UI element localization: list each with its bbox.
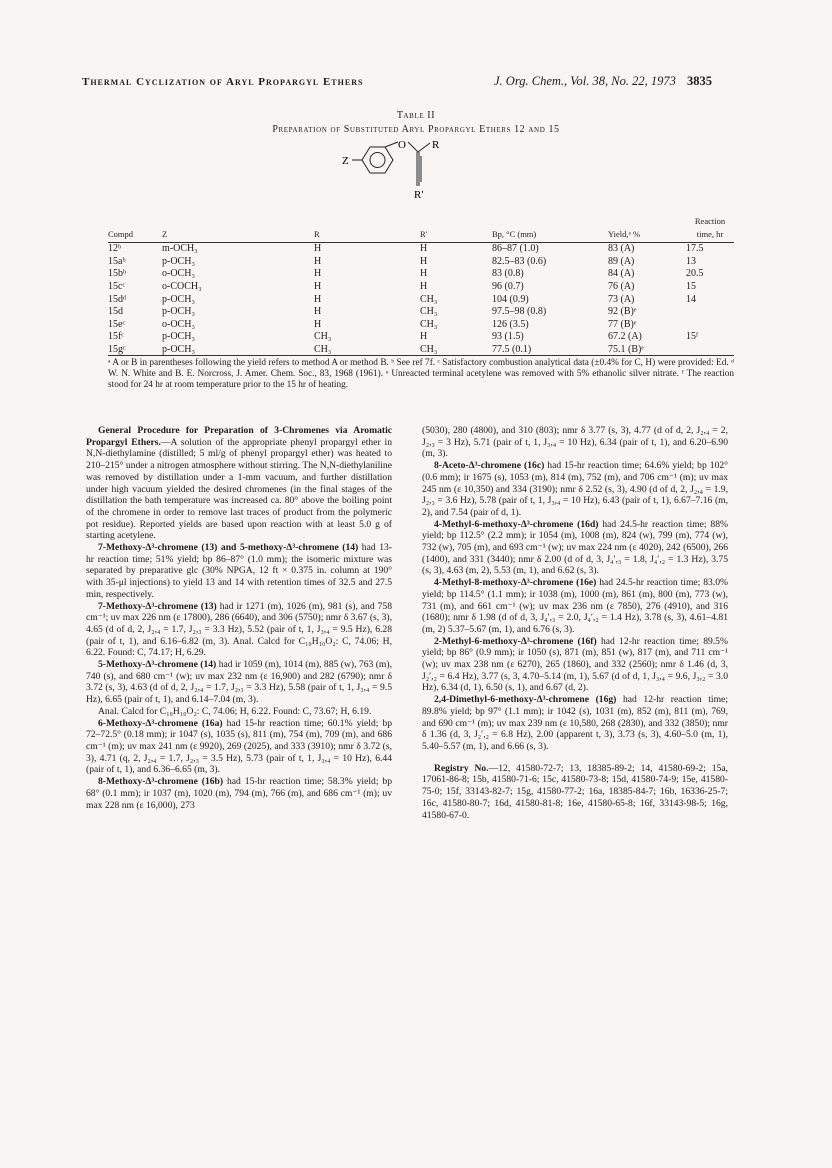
journal-citation: [494, 74, 712, 89]
cell-bp: 77.5 (0.1): [492, 343, 532, 355]
paragraph: [86, 425, 392, 542]
table-row: [108, 268, 734, 281]
paragraph-heading: 7-Methoxy-Δ³-chromene (13) and 5-methoxy-Δ³-chromene (14): [98, 542, 359, 554]
cell-compd: 15d: [108, 306, 123, 318]
paragraph-text: had 15-hr reaction time; 58.3% yield; bp 68° (0.1 mm); ir 1037 (m), 1020 (m), 794 (m), 766 (m), and 686 cm⁻¹ (m); uv max 228 nm (ε 16,000), 273: [86, 776, 392, 811]
cell-yield: 67.2 (A): [608, 331, 642, 343]
paragraph-heading: 6-Methoxy-Δ³-chromene (16a): [98, 717, 223, 729]
cell-z: p-OCH₃: [162, 293, 195, 305]
table-header-row: [108, 215, 734, 243]
paragraph-text: had 15-hr reaction time; 64.6% yield; bp 102° (0.6 mm); ir 1675 (s), 1053 (m), 814 (m), 752 (m), and 706 cm⁻¹ (m); uv max 245 nm (ε 10,350) and 334 (3190); nmr δ 2.52 (s, 3), 4.90 (d of d, 2, J₂,₄ = 1.9, J₂,₃ = 3.6 Hz), 5.78 (pair of t, 1, J₃,₄ = 10 Hz), 6.43 (pair of t, 1), 6.67–7.16 (m, 2), and 7.54 (pair of d, 1).: [422, 460, 728, 518]
paragraph-text: —A solution of the appropriate phenyl propargyl ether in N,N-diethylamine (distilled; 5 ml/g of phenyl propargyl ether) was heated to 210–215° under a nitrogen atmosphere without stirring. The N,N-diethylaniline was removed by distillation under a 1-mm vacuum, and further distillation under high vacuum yielded the desired chromenes (in the final stages of the distillation the bath temperature was increased ca. 80° above the boiling point of the chromene in order to remove last traces of product from the polymeric pot residue). Reported yields are based upon reaction with at least 5.0 g of starting acetylene.: [86, 436, 392, 542]
cell-bp: 93 (1.5): [492, 331, 524, 343]
paragraph-text: had 15-hr reaction time; 60.1% yield; bp 72–72.5° (0.18 mm); ir 1047 (s), 1035 (s), 811 (m), 754 (m), 709 (m), and 686 cm⁻¹ (m); uv max 241 nm (ε 9920), 269 (2025), and 333 (3910); nmr δ 3.72 (s, 3), 4.71 (q, 2, J₂,₄ = 1.7, J₂,₃ = 3.5 Hz), 5.73 (pair of t, 1, J₃,₄ = 10 Hz), 6.44 (pair of t, 1), and 6.36–6.65 (m, 3).: [86, 717, 392, 776]
cell-rprime: H: [420, 268, 428, 280]
cell-bp: 86–87 (1.0): [492, 243, 539, 255]
cell-bp: 83 (0.8): [492, 268, 524, 280]
cell-time: [686, 306, 734, 319]
paragraph: [422, 519, 728, 578]
aryl-propargyl-ether-structure: [338, 138, 478, 200]
cell-rprime: CH₃: [420, 343, 438, 355]
paragraph: [422, 577, 728, 636]
paragraph-heading: 7-Methoxy-Δ³-chromene (13): [98, 600, 217, 612]
cell-r: H: [314, 280, 322, 292]
col-header-time: Reaction time, hr: [694, 216, 726, 239]
paragraph-text: had 24.5-hr reaction time; 88% yield; bp 112.5° (2.2 mm); ir 1054 (m), 1008 (m), 824 (w), 799 (m), 774 (w), 732 (w), 705 (m), and 693 cm⁻¹ (w); uv max 224 nm (ε 4020), 242 (6500), 266 (1400), and 331 (3440); nmr δ 2.00 (d of d, 3, J₄′,₃ = 1.8, J₄′,₂ = 1.3 Hz), 3.75 (s, 3), 4.63 (m, 2), 5.53 (m, 1), and 6.62 (s, 3).: [422, 518, 728, 577]
col-header-compd: Compd: [108, 228, 134, 239]
paragraph-heading: Registry No.: [434, 762, 489, 774]
table-body: [108, 243, 734, 357]
table-row: [108, 331, 734, 344]
cell-r: CH₃: [314, 343, 332, 355]
table-row: [108, 306, 734, 319]
paragraph: [86, 776, 392, 811]
cell-r: H: [314, 318, 322, 330]
table-title: Preparation of Substituted Aryl Propargyl Ethers 12 and 15: [272, 124, 560, 135]
col-header-bp: Bp, °C (mm): [492, 228, 537, 239]
cell-z: m-OCH₃: [162, 243, 198, 255]
paragraph-heading: 2-Methyl-6-methoxy-Δ³-chromene (16f): [434, 635, 597, 647]
paragraph-text: had 13-hr reaction time; 51% yield; bp 86–87° (1.0 mm); the isomeric mixture was separated by preparative glc (30% NPGA, 12 ft × 0.375 in. column at 190° with 35-μl injections) to yield 13 and 14 with retention times of 32.5 and 27.5 min, respectively.: [86, 542, 392, 600]
cell-z: o-OCH₃: [162, 318, 195, 330]
cell-z: o-OCH₃: [162, 268, 195, 280]
running-title: Thermal Cyclization of Aryl Propargyl Ethers: [82, 76, 364, 88]
cell-z: o-COCH₃: [162, 280, 202, 292]
cell-yield: 83 (A): [608, 243, 635, 255]
paragraph-text: had 12-hr reaction time; 89.5% yield; bp 86° (0.9 mm); ir 1050 (s), 871 (m), 851 (w), 817 (m), and 711 cm⁻¹ (w); uv max 238 nm (ε 6270), 265 (1860), and 332 (2560); nmr δ 1.46 (d, 3, J₂′,₂ = 6.4 Hz), 3.77 (s, 3, 4.70–5.14 (m, 1), 5.67 (d of d, 1, J₃,₄ = 9.6, J₃,₂ = 3.0 Hz), 6.34 (d, 1), 6.50 (s, 1), and 6.67 (d, 2).: [422, 635, 728, 694]
cell-rprime: CH₃: [420, 306, 438, 318]
paragraph-heading: 8-Aceto-Δ³-chromene (16c): [434, 460, 545, 472]
paragraph: [86, 718, 392, 777]
benzene-ring: [362, 147, 393, 173]
table-row: [108, 319, 734, 332]
paragraph-heading: 8-Methoxy-Δ³-chromene (16b): [98, 776, 224, 788]
table-row: [108, 294, 734, 307]
paragraph: [422, 460, 728, 519]
cell-rprime: H: [420, 255, 428, 267]
cell-yield: 76 (A): [608, 280, 635, 292]
cell-time: 17.5: [686, 243, 704, 255]
cell-compd: 15gᶜ: [108, 343, 126, 355]
cell-time: 15: [686, 280, 696, 292]
cell-time: 13: [686, 255, 696, 267]
structure-r-label: R: [432, 139, 440, 151]
paragraph-text: (5030), 280 (4800), and 310 (803); nmr δ 3.77 (s, 3), 4.77 (d of d, 2, J₂,₄ = 2, J₂,₃ = 3 Hz), 5.71 (pair of t, 1, J₃,₄ = 10 Hz), 6.34 (pair of t, 1), and 6.20–6.90 (m, 3).: [422, 425, 728, 460]
paragraph-text: had ir 1271 (m), 1026 (m), 981 (s), and 758 cm⁻¹; uv max 226 nm (ε 17800), 286 (6640), and 306 (5750); nmr δ 3.67 (s, 3), 4.65 (d of d, 2, J₂,₄ = 1.7, J₂,₃ = 3.3 Hz), 5.52 (pair of t, 1, J₃,₄ = 9.5 Hz), 6.28 (pair of t, 1), and 6.16–6.82 (m, 3). Anal. Calcd for C₁₀H₁₀O₂: C, 74.06; H, 6.22. Found: C, 74.17; H, 6.29.: [86, 600, 392, 659]
cell-time: 20.5: [686, 268, 704, 280]
table-footnotes: ᵃ A or B in parentheses following the yield refers to method A or method B. ᵇ See ref 7f. ᶜ Satisfactory combustion analytical data (±0.4% for C, H) were provided: Ed. ᵈ W. N. White and B. E. Norcross, J. Amer. Chem. Soc., 83, 1968 (1961). ᵉ Unreacted terminal acetylene was removed with 5% ethanolic silver nitrate. ᶠ The reaction stood for 24 hr at room temperature prior to the 15 hr of heating.: [108, 358, 734, 390]
cell-time: 15ᶠ: [686, 331, 699, 343]
paragraph-heading: 2,4-Dimethyl-6-methoxy-Δ³-chromene (16g): [434, 694, 617, 706]
cell-r: H: [314, 255, 322, 267]
paragraph-text: had 24.5-hr reaction time; 83.0% yield; bp 114.5° (1.1 mm); ir 1038 (m), 1000 (m), 861 (m), 800 (m), 773 (w), 731 (m), and 661 cm⁻¹ (w); uv max 236 nm (ε 7850), 276 (4910), and 316 (1680); nmr δ 1.98 (d of d, 3, J₄′,₃ = 2.0, J₄′,₂ = 1.4 Hz), 3.78 (s, 3), 4.61–4.81 (m, 2) 5.37–5.67 (m, 1), and 6.76 (s, 3).: [422, 577, 728, 635]
cell-compd: 15eᶜ: [108, 318, 125, 330]
journal-name: J. Org. Chem.,: [494, 74, 568, 88]
volume-info: Vol. 38, No. 22, 1973: [570, 74, 676, 88]
cell-rprime: CH₃: [420, 293, 438, 305]
cell-rprime: CH₃: [420, 318, 438, 330]
paragraph: [86, 601, 392, 660]
paragraph-heading: 4-Methyl-6-methoxy-Δ³-chromene (16d): [434, 518, 599, 530]
page-number: 3835: [686, 74, 712, 88]
structure-rprime-label: R′: [414, 189, 424, 200]
cell-yield: 77 (B)ᵉ: [608, 318, 637, 330]
cell-z: p-OCH₃: [162, 331, 195, 343]
cell-r: H: [314, 306, 322, 318]
cell-z: p-OCH₃: [162, 343, 195, 355]
cell-time: [686, 319, 734, 332]
table-row: [108, 256, 734, 269]
paragraph: [422, 694, 728, 753]
cell-yield: 84 (A): [608, 268, 635, 280]
cell-r: H: [314, 243, 322, 255]
paragraph-text: Anal. Calcd for C₁₀H₁₀O₂: C, 74.06; H, 6.22. Found: C, 73.67; H, 6.19.: [98, 705, 372, 717]
col-header-rprime: R′: [420, 228, 428, 239]
cell-bp: 96 (0.7): [492, 280, 524, 292]
cell-yield: 73 (A): [608, 293, 635, 305]
paragraph-heading: 4-Methyl-8-methoxy-Δ³-chromene (16e): [434, 577, 597, 589]
cell-r: H: [314, 293, 322, 305]
cell-z: p-OCH₃: [162, 306, 195, 318]
cell-rprime: H: [420, 280, 428, 292]
cell-yield: 92 (B)ᵉ: [608, 306, 637, 318]
cell-bp: 82.5–83 (0.6): [492, 255, 547, 267]
col-header-yield: Yield,ᵃ %: [608, 228, 641, 239]
cell-time: 14: [686, 293, 696, 305]
table-rule: [108, 355, 734, 356]
cell-compd: 15fᶜ: [108, 331, 124, 343]
cell-yield: 75.1 (B)ᵉ: [608, 343, 644, 355]
col-header-r: R: [314, 228, 320, 239]
cell-r: CH₃: [314, 331, 332, 343]
cell-z: p-OCH₃: [162, 255, 195, 267]
cell-yield: 89 (A): [608, 255, 635, 267]
table-label: Table II: [396, 110, 436, 121]
cell-rprime: H: [420, 243, 428, 255]
cell-compd: 15cᶜ: [108, 280, 125, 292]
cell-r: H: [314, 268, 322, 280]
left-column: [86, 425, 392, 811]
structure-z-label: Z: [342, 155, 349, 167]
paragraph: [86, 542, 392, 601]
cell-compd: 12ᵇ: [108, 243, 122, 255]
cell-compd: 15aᵇ: [108, 255, 126, 267]
col-header-z: Z: [162, 228, 168, 239]
table-row: [108, 243, 734, 256]
paragraph: [422, 636, 728, 695]
paragraph-heading: 5-Methoxy-Δ³-chromene (14): [98, 659, 217, 671]
cell-compd: 15dᵈ: [108, 293, 127, 305]
cell-bp: 97.5–98 (0.8): [492, 306, 547, 318]
paragraph-heading: General Procedure for Preparation of 3-Chromenes via Aromatic Propargyl Ethers.: [86, 425, 392, 448]
cell-rprime: H: [420, 331, 428, 343]
paragraph: [86, 659, 392, 706]
paragraph: [422, 763, 728, 822]
data-table: [108, 215, 734, 357]
paragraph-text: had ir 1059 (m), 1014 (m), 885 (w), 763 (m), 740 (s), and 680 cm⁻¹ (w); uv max 232 nm (ε 16,900) and 282 (6790); nmr δ 3.72 (s, 3), 4.63 (d of d, 2, J₂,₄ = 1.7, J₂,₃ = 3.3 Hz), 5.58 (pair of t, 1, J₃,₄ = 9.5 Hz), 6.65 (pair of t, 1), and 6.14–7.04 (m, 3).: [86, 659, 392, 706]
cell-bp: 126 (3.5): [492, 318, 529, 330]
paragraph: [86, 706, 392, 718]
paragraph-text: —12, 41580-72-7; 13, 18385-89-2; 14, 41580-69-2; 15a, 17061-86-8; 15b, 41580-71-6; 15c, 41580-73-8; 15d, 41580-74-9; 15e, 41580-75-0; 15f, 33143-82-7; 15g, 41580-77-2; 16a, 18385-84-7; 16b, 16336-25-7; 16c, 41580-80-7; 16d, 41580-81-8; 16e, 41580-65-8; 16f, 33143-98-5; 16g, 41580-67-0.: [422, 762, 728, 821]
cell-compd: 15bᵇ: [108, 268, 127, 280]
paragraph: [422, 425, 728, 460]
paragraph-text: had 12-hr reaction time; 89.8% yield; bp 97° (1.1 mm); ir 1042 (s), 1031 (m), 852 (m), 811 (m), 769, and 690 cm⁻¹ (m); uv max 239 nm (ε 10,580, 268 (2830), and 332 (3850); nmr δ 1.36 (d, 3, J₂′,₂ = 6.8 Hz), 2.00 (apparent t, 3), 3.73 (s, 3), 4.60–5.0 (m, 1), 5.40–5.57 (m, 1), and 6.66 (s, 3).: [422, 694, 728, 752]
cell-bp: 104 (0.9): [492, 293, 529, 305]
structure-o-label: O: [398, 139, 406, 151]
right-column: [422, 425, 728, 821]
table-row: [108, 281, 734, 294]
